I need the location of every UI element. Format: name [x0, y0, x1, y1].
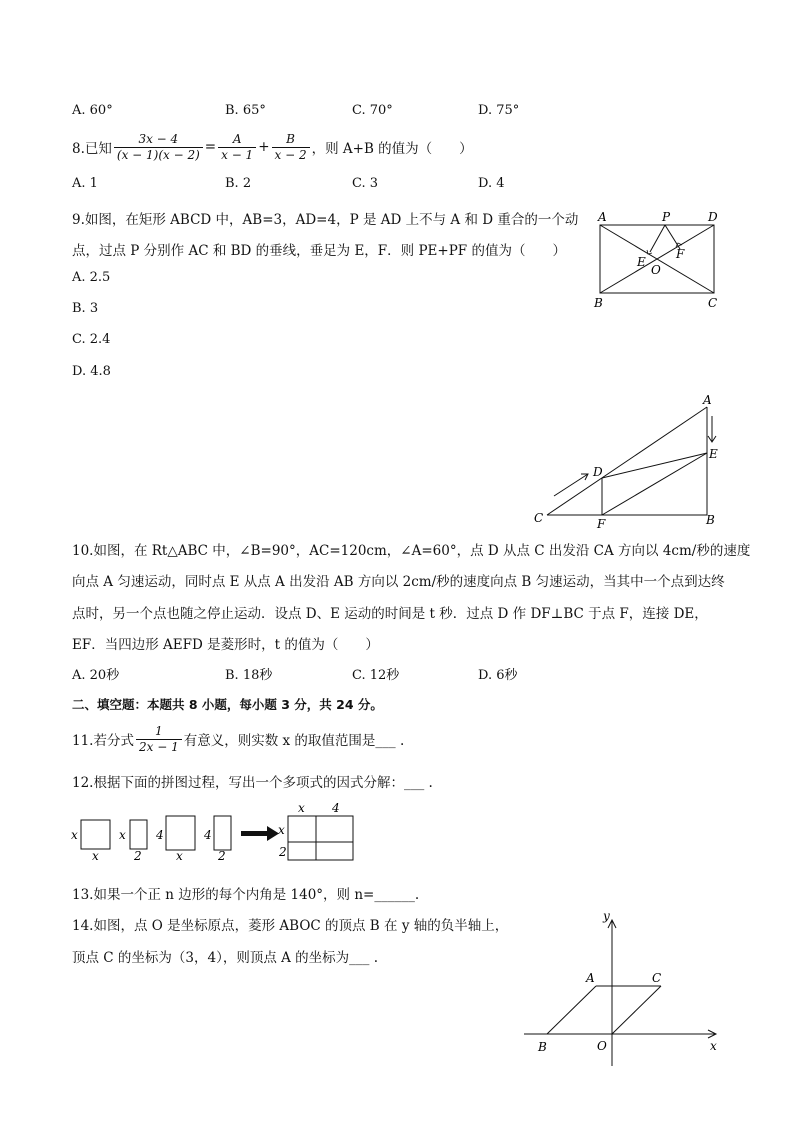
q8-option-b: B. 2	[225, 176, 252, 191]
q8-option-d: D. 4	[478, 176, 505, 191]
q10-label-f: F	[597, 517, 606, 531]
q10-line-3: 点时，另一个点也随之停止运动．设点 D、E 运动的时间是 t 秒．过点 D 作 DF⊥BC 于点 F，连接 DE，	[72, 606, 708, 622]
q10-label-c: C	[534, 511, 544, 525]
q12-puzzle-figure	[68, 798, 368, 868]
q14-coordinate-figure	[520, 910, 730, 1070]
q8-frac1-numerator: 3x − 4	[114, 132, 203, 148]
q8-frac2-denominator: x − 1	[221, 147, 254, 162]
q12-label-four1-side: 4	[156, 828, 164, 842]
q9-option-a: A. 2.5	[72, 270, 111, 285]
q9-line-1: 9.如图，在矩形 ABCD 中，AB=3，AD=4，P 是 AD 上不与 A 和 D 重合的一个动	[72, 212, 579, 228]
q12-arrow-shaft	[241, 831, 269, 836]
q10-segment-de	[602, 453, 707, 478]
q12-label-top-4: 4	[332, 801, 340, 815]
q8-frac3-denominator: x − 2	[274, 147, 307, 162]
q14-label-a: A	[586, 971, 595, 985]
q12-rect-4-x	[166, 816, 195, 850]
q10-option-d: D. 6秒	[478, 668, 518, 683]
q9-label-b: B	[594, 296, 603, 310]
q14-label-o: O	[597, 1039, 607, 1053]
q8-frac2-numerator: A	[218, 132, 256, 148]
q14-label-x: x	[710, 1039, 717, 1053]
q14-label-b: B	[538, 1040, 547, 1054]
q11-fraction	[136, 724, 182, 755]
q10-label-e: E	[709, 447, 718, 461]
q10-option-c: C. 12秒	[352, 668, 400, 683]
q9-label-p: P	[662, 210, 671, 224]
q9-perpendicular-pf	[665, 225, 680, 249]
q8-option-c: C. 3	[352, 176, 379, 191]
q12-label-four2-side: 4	[204, 828, 212, 842]
q9-label-a: A	[598, 210, 607, 224]
q9-label-e: E	[637, 255, 646, 269]
q11-prefix: 11.若分式	[72, 733, 134, 749]
q10-option-b: B. 18秒	[225, 668, 273, 683]
q14-line-2: 顶点 C 的坐标为（3，4），则顶点 A 的坐标为___ .	[72, 950, 379, 966]
q9-label-f: F	[676, 247, 685, 261]
q11-denominator: 2x − 1	[138, 739, 179, 754]
q10-line-2: 向点 A 匀速运动，同时点 E 从点 A 出发沿 AB 方向以 2cm/秒的速度向点 B 匀速运动，当其中一个点到达终	[72, 574, 725, 590]
q11-numerator: 1	[136, 724, 182, 740]
q7-option-b: B. 65°	[225, 103, 266, 118]
q12-label-x2-bottom: 2	[134, 849, 142, 863]
question-11	[72, 720, 404, 758]
q14-side-ba	[547, 986, 596, 1034]
q8-fraction-3	[272, 132, 310, 163]
q8-fraction-1	[114, 132, 203, 163]
q14-side-co	[612, 986, 661, 1034]
q11-suffix: 有意义，则实数 x 的取值范围是___ .	[183, 733, 405, 749]
q9-label-o: O	[651, 263, 661, 277]
q10-segment-ef	[602, 453, 707, 515]
q14-label-y: y	[603, 910, 610, 923]
q12-label-left-x: x	[278, 823, 285, 837]
q7-option-d: D. 75°	[478, 103, 520, 118]
q7-option-c: C. 70°	[352, 103, 393, 118]
q10-motion-arrow-d	[554, 474, 588, 496]
q9-option-d: D. 4.8	[72, 364, 111, 379]
q12-rect-x-2	[130, 820, 147, 849]
q8-option-a: A. 1	[72, 176, 98, 191]
q9-label-d: D	[708, 210, 718, 224]
q9-label-c: C	[708, 296, 718, 310]
q8-prefix: 8.已知	[72, 141, 112, 157]
q10-side-ca	[547, 407, 707, 515]
q8-frac1-denominator: (x − 1)(x − 2)	[116, 147, 200, 162]
q8-plus: +	[258, 139, 270, 155]
q13-text: 13.如果一个正 n 边形的每个内角是 140°，则 n=______.	[72, 887, 420, 903]
q10-label-b: B	[706, 513, 715, 527]
q8-fraction-2	[218, 132, 256, 163]
q9-rectangle-figure	[590, 205, 730, 315]
q12-label-x1-bottom: x	[92, 849, 99, 863]
q9-option-b: B. 3	[72, 301, 99, 316]
q12-label-x1-side: x	[71, 828, 78, 842]
q10-label-a: A	[703, 393, 712, 407]
q10-triangle-figure	[530, 390, 730, 535]
q12-rect-4-2	[214, 816, 231, 850]
q12-combined-rect	[288, 816, 353, 860]
q12-label-left-2: 2	[279, 845, 287, 859]
q10-option-a: A. 20秒	[72, 668, 120, 683]
q9-option-c: C. 2.4	[72, 332, 111, 347]
question-8	[72, 128, 473, 166]
q12-text: 12.根据下面的拼图过程，写出一个多项式的因式分解：___ .	[72, 775, 433, 791]
q10-line-4: EF．当四边形 AEFD 是菱形时，t 的值为（ ）	[72, 637, 379, 653]
q8-suffix: ，则 A+B 的值为（ ）	[311, 141, 473, 157]
q14-line-1: 14.如图，点 O 是坐标原点，菱形 ABOC 的顶点 B 在 y 轴的负半轴上，	[72, 918, 509, 934]
q12-label-four2-bottom: 2	[218, 849, 226, 863]
q12-square-x-x	[81, 820, 110, 849]
q10-label-d: D	[593, 465, 603, 479]
q9-line-2: 点，过点 P 分别作 AC 和 BD 的垂线，垂足为 E，F．则 PE+PF 的值为（ ）	[72, 243, 566, 259]
q8-frac3-numerator: B	[272, 132, 310, 148]
q10-line-1: 10.如图，在 Rt△ABC 中，∠B=90°，AC=120cm，∠A=60°，点 D 从点 C 出发沿 CA 方向以 4cm/秒的速度	[72, 543, 751, 559]
q7-option-a: A. 60°	[72, 103, 113, 118]
q9-perpendicular-pe	[650, 225, 665, 252]
q12-label-top-x: x	[298, 801, 305, 815]
q14-label-c: C	[652, 971, 662, 985]
q8-equals: =	[204, 139, 217, 155]
section-2-heading: 二、填空题：本题共 8 小题，每小题 3 分，共 24 分。	[72, 697, 383, 712]
q12-label-x2-side: x	[119, 828, 126, 842]
q12-label-four1-bottom: x	[176, 849, 183, 863]
